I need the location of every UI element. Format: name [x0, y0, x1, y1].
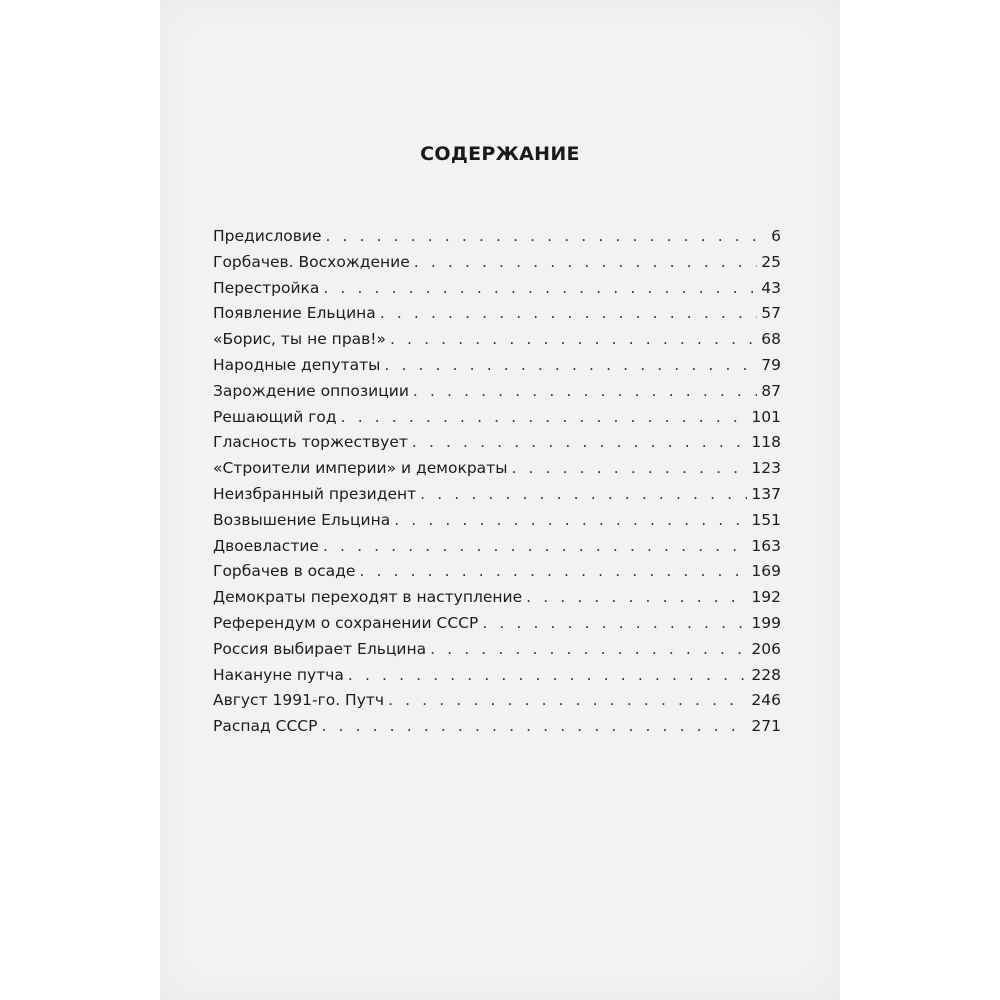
toc-entry-title: Гласность торжествует — [213, 433, 408, 452]
dot-leader — [321, 717, 747, 735]
dot-leader — [413, 382, 757, 400]
toc-entry — [213, 562, 781, 588]
toc-entry-title: Перестройка — [213, 278, 320, 297]
toc-entry — [213, 640, 781, 666]
toc-entry-page: 25 — [761, 252, 781, 271]
toc-entry-page: 192 — [751, 588, 781, 607]
toc-entry — [213, 614, 781, 640]
toc-entry — [213, 459, 781, 485]
toc-entry-title: Появление Ельцина — [213, 304, 376, 323]
toc-entry-title: «Строители империи» и демократы — [213, 459, 508, 478]
toc-entry-page: 101 — [751, 407, 781, 426]
toc-entry — [213, 511, 781, 537]
toc-entry-title: Зарождение оппозиции — [213, 381, 409, 400]
toc-entry-title: Народные депутаты — [213, 355, 381, 374]
dot-leader — [420, 485, 747, 503]
toc-entry-page: 271 — [751, 717, 781, 736]
dot-leader — [380, 304, 757, 322]
toc-entry-page: 68 — [761, 330, 781, 349]
toc-entry-page: 199 — [751, 613, 781, 632]
toc-entry-title: Демократы переходят в наступление — [213, 588, 523, 607]
toc-entry — [213, 691, 781, 717]
toc-entry — [213, 382, 781, 408]
toc-entry — [213, 433, 781, 459]
toc-entry-page: 43 — [761, 278, 781, 297]
toc-entry — [213, 537, 781, 563]
dot-leader — [384, 356, 757, 374]
toc-entry-title: Предисловие — [213, 227, 322, 245]
dot-leader — [511, 459, 747, 477]
toc-entry-title: Решающий год — [213, 407, 337, 426]
toc-entry-title: Двоевластие — [213, 536, 319, 555]
toc-entry-page: 228 — [751, 665, 781, 684]
toc-entry — [213, 485, 781, 511]
dot-leader — [348, 666, 747, 684]
dot-leader — [430, 640, 747, 658]
dot-leader — [482, 614, 747, 632]
toc-entry-page: 137 — [751, 484, 781, 503]
dot-leader — [414, 253, 757, 271]
toc-entry-title: Горбачев. Восхождение — [213, 252, 410, 271]
toc-entry-title: «Борис, ты не прав!» — [213, 330, 386, 349]
dot-leader — [388, 691, 747, 709]
dot-leader — [341, 408, 748, 426]
toc-entry-page: 246 — [751, 691, 781, 710]
toc-entry — [213, 588, 781, 614]
toc-entry-title: Неизбранный президент — [213, 484, 417, 503]
page-title: СОДЕРЖАНИЕ — [420, 143, 580, 165]
toc-entry — [213, 227, 781, 253]
toc-entry-page: 151 — [751, 510, 781, 529]
toc-entry-page: 79 — [761, 355, 781, 374]
dot-leader — [412, 433, 748, 451]
toc-entry — [213, 253, 781, 279]
dot-leader — [359, 562, 747, 580]
toc-entry-page: 206 — [751, 639, 781, 658]
toc-entry-page: 163 — [751, 536, 781, 555]
toc-entry — [213, 279, 781, 305]
toc-entry-title: Референдум о сохранении СССР — [213, 613, 479, 632]
dot-leader — [323, 537, 747, 555]
toc-entry-page: 87 — [761, 381, 781, 400]
toc-entry — [213, 356, 781, 382]
toc-entry-title: Август 1991-го. Путч — [213, 691, 385, 710]
toc-entry-page: 6 — [771, 227, 781, 245]
dot-leader — [325, 227, 767, 245]
toc-entry-title: Горбачев в осаде — [213, 562, 356, 581]
toc-entry-title: Распад СССР — [213, 717, 318, 736]
dot-leader — [390, 330, 757, 348]
toc-entry-title: Возвышение Ельцина — [213, 510, 391, 529]
table-of-contents — [213, 227, 781, 743]
dot-leader — [526, 588, 747, 606]
toc-entry-title: Россия выбирает Ельцина — [213, 639, 427, 658]
toc-entry-page: 118 — [751, 433, 781, 452]
toc-entry — [213, 717, 781, 743]
toc-entry-page: 123 — [751, 459, 781, 478]
toc-entry — [213, 408, 781, 434]
dot-leader — [394, 511, 747, 529]
dot-leader — [323, 279, 757, 297]
toc-entry — [213, 666, 781, 692]
toc-entry-title: Накануне путча — [213, 665, 344, 684]
toc-entry-page: 169 — [751, 562, 781, 581]
toc-entry — [213, 330, 781, 356]
toc-entry-page: 57 — [761, 304, 781, 323]
toc-entry — [213, 304, 781, 330]
